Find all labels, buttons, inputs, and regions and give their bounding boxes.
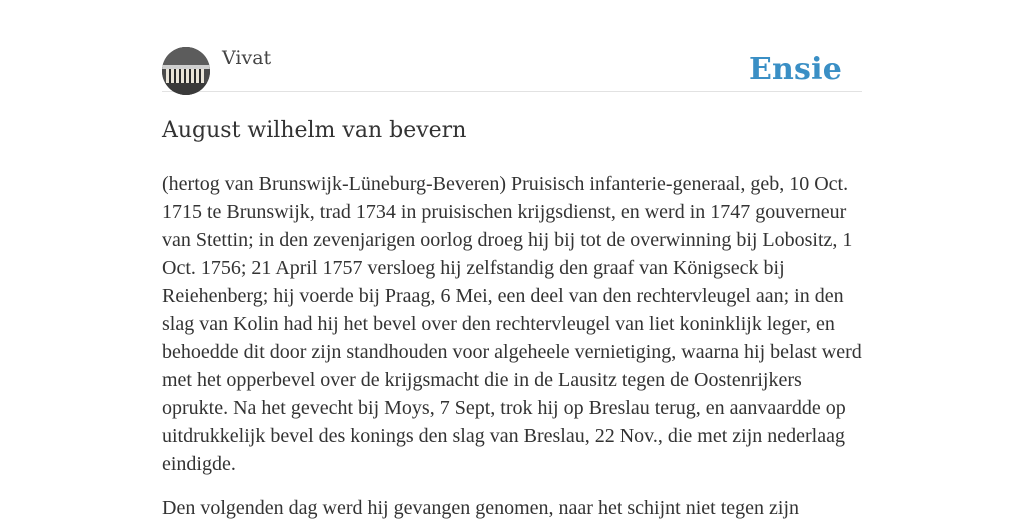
article-paragraph-2: Den volgenden dag werd hij gevangen genomen, naar het schijnt niet tegen zijn (162, 497, 800, 519)
header (162, 0, 862, 92)
article-paragraph-1: (hertog van Brunswijk-Lüneburg-Beveren) Pruisisch infanterie-generaal, geb, 10 Oct. 1715 te Brunswijk, trad 1734 in pruisischen krijgsdienst, en werd in 1747 gouverneur van Stettin; in den zevenjarigen oorlog droeg hij bij tot de overwinning bij Lobositz, 1 Oct. 1756; 21 April 1757 versloeg hij zelfstandig den graaf van Königseck bij Reiehenberg; hij voerde bij Praag, 6 Mei, een deel van den rechtervleugel aan; in den slag van Kolin had hij het bevel over den rechtervleugel van liet koninklijk leger, en behoedde dit door zijn standhouden voor algeheele vernietiging, waarna hij belast werd met het opperbevel over de krijgsmacht die in de Lausitz tegen de Oostenrijkers oprukte. Na het gevecht bij Moys, 7 Sept, trok hij op Breslau terug, en aanvaardde op uitdrukkelijk bevel des konings den slag van Breslau, 22 Nov., die met zijn nederlaag eindigde. (162, 173, 862, 475)
brand-logo[interactable]: Ensie (748, 52, 842, 87)
bookshelf-avatar-icon[interactable] (162, 47, 210, 95)
author-name[interactable]: Vivat (222, 47, 272, 69)
page (162, 0, 862, 522)
article-title: August wilhelm van bevern (162, 118, 467, 143)
